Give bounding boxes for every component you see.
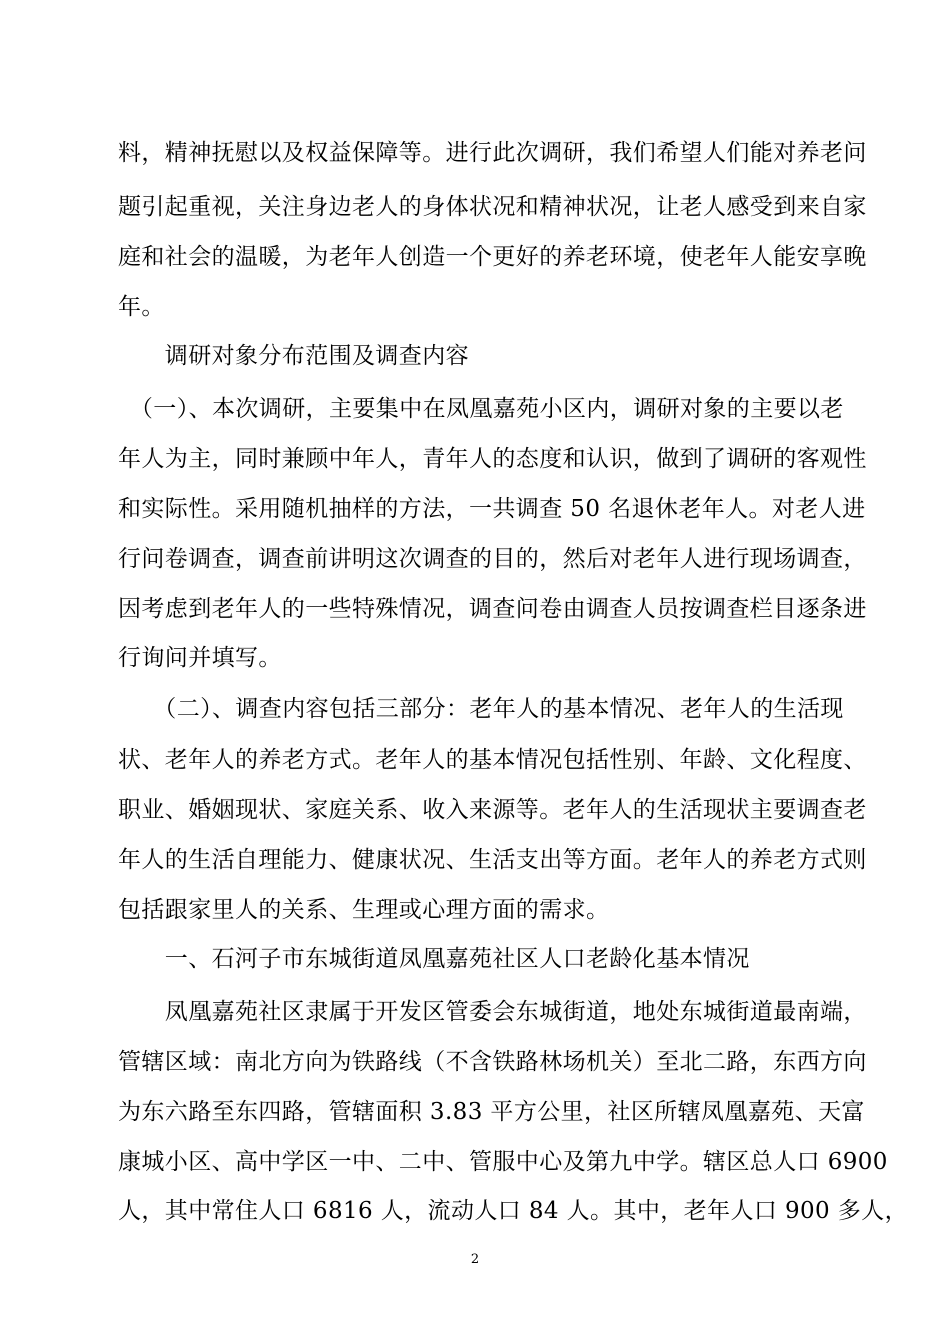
text-line: 状、老年人的养老方式。老年人的基本情况包括性别、年龄、文化程度、 [118,747,867,773]
text-line: 庭和社会的温暖，为老年人创造一个更好的养老环境，使老年人能安享晚 [118,244,867,270]
text-line: 年人的生活自理能力、健康状况、生活支出等方面。老年人的养老方式则 [118,847,867,873]
text-line: 管辖区域：南北方向为铁路线（不含铁路林场机关）至北二路，东西方向 [118,1049,867,1075]
section-heading: 调研对象分布范围及调查内容 [118,343,469,369]
text-line: 和实际性。采用随机抽样的方法，一共调查 50 名退休老年人。对老人进 [118,496,866,522]
text-line: 凤凰嘉苑社区隶属于开发区管委会东城街道，地处东城街道最南端， [118,999,867,1025]
text-line: 年人为主，同时兼顾中年人，青年人的态度和认识，做到了调研的客观性 [118,446,867,472]
text-line: 料，精神抚慰以及权益保障等。进行此次调研，我们希望人们能对养老问 [118,140,867,166]
page-number: 2 [470,1252,480,1267]
text-line: 为东六路至东四路，管辖面积 3.83 平方公里，社区所辖凤凰嘉苑、天富 [118,1099,865,1125]
text-line: （二）、调查内容包括三部分：老年人的基本情况、老年人的生活现 [118,696,844,722]
text-line: 包括跟家里人的关系、生理或心理方面的需求。 [118,897,610,923]
text-line: 因考虑到老年人的一些特殊情况，调查问卷由调查人员按调查栏目逐条进 [118,596,867,622]
text-line: 行问卷调查，调查前讲明这次调查的目的，然后对老年人进行现场调查， [118,546,867,572]
text-line: 题引起重视，关注身边老人的身体状况和精神状况，让老人感受到来自家 [118,194,867,220]
text-line: 康城小区、高中学区一中、二中、管服中心及第九中学。辖区总人口 6900 [118,1149,888,1175]
text-line: 职业、婚姻现状、家庭关系、收入来源等。老年人的生活现状主要调查老 [118,797,867,823]
text-line: 行询问并填写。 [118,645,282,671]
text-line: 年。 [118,294,165,320]
text-line: 人，其中常住人口 6816 人，流动人口 84 人。其中，老年人口 900 多人， [118,1198,908,1224]
section-heading: 一、石河子市东城街道凤凰嘉苑社区人口老龄化基本情况 [118,946,750,972]
text-line: （一）、本次调研，主要集中在凤凰嘉苑小区内，调研对象的主要以老 [118,396,844,422]
